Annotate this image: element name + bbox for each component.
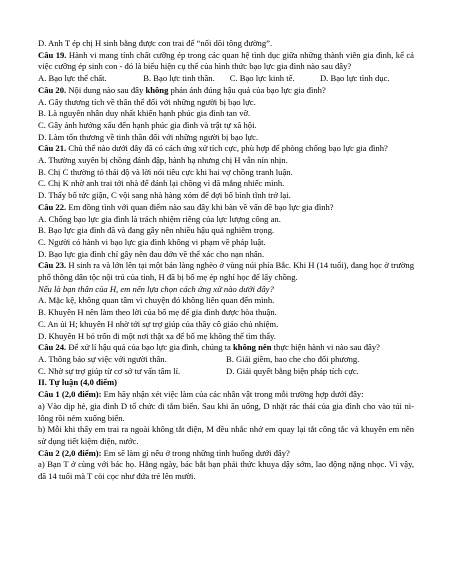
q23-option-c: C. An ủi H; khuyên H nhờ tới sự trợ giúp của thầy cô giáo chủ nhiệm. bbox=[38, 318, 279, 329]
question-22-text: Em đồng tình với quan điểm nào sau đây khi bàn về vấn đề bạo lực gia đình? bbox=[66, 201, 334, 212]
q19-option-b: B. Bạo lực tinh thần. bbox=[143, 73, 215, 84]
question-19-text: Hành vi mang tính chất cưỡng ép trong các quan hệ tình dục giữa những thành viên gia đình, kể cả việc cưỡng ép sinh con - đó là biểu hiện cụ thể của hình thức bạo lực gia đình nào sau đây? bbox=[38, 49, 414, 72]
q20-option-a: A. Gây thương tích về thân thể đối với những người bị bạo lực. bbox=[38, 96, 256, 107]
q21-option-c: C. Chị K nhờ anh trai tới nhà để đánh lại chồng vì đã mắng nhiếc mình. bbox=[38, 178, 285, 189]
question-24-text-pre: Để xử lí hậu quả của bạo lực gia đình, chúng ta bbox=[66, 342, 234, 353]
question-22-label: Câu 22. bbox=[38, 201, 67, 212]
essay-question-2-label: Câu 2 (2,0 điểm): bbox=[38, 447, 102, 458]
essay-question-2 bbox=[38, 448, 414, 460]
q24-option-c: C. Nhờ sự trợ giúp từ cơ sở tư vấn tâm lí. bbox=[38, 365, 181, 376]
question-20-emphasis: không bbox=[145, 84, 169, 95]
essay-question-2-case-a: a) Bạn T ở cùng với bác họ. Hằng ngày, bác bắt bạn phải thức khuya dậy sớm, lao động nặng nhọc. Vì vậy, đã 14 tuổi mà T còi cọc như đứa trẻ lên mười. bbox=[38, 459, 414, 482]
question-23 bbox=[38, 260, 414, 283]
q19-option-d: D. Bạo lực tình dục. bbox=[319, 73, 390, 84]
question-19-options bbox=[38, 73, 414, 85]
essay-question-1-text: Em hãy nhận xét việc làm của các nhân vật trong mỗi trường hợp dưới đây: bbox=[101, 389, 364, 400]
q22-option-b: B. Bạo lực gia đình đã và đang gây nên nhiều hậu quả nghiêm trọng. bbox=[38, 225, 275, 236]
question-21-text: Chủ thể nào dưới đây đã có cách ứng xử tích cực, phù hợp để phòng chống bạo lực gia đình? bbox=[66, 143, 388, 154]
question-21-label: Câu 21. bbox=[38, 143, 67, 154]
q22-option-d: D. Bạo lực gia đình chỉ gây nên đau đớn về thể xác cho nạn nhân. bbox=[38, 248, 265, 259]
q22-option-c: C. Người có hành vi bạo lực gia đình không vi phạm về pháp luật. bbox=[38, 236, 266, 247]
question-21 bbox=[38, 143, 414, 155]
q21-option-d: D. Thấy bố tức giận, C vội sang nhà hàng xóm để đợi bố bình tĩnh trở lại. bbox=[38, 190, 291, 201]
question-22 bbox=[38, 202, 414, 214]
question-24-emphasis: không nên bbox=[233, 342, 272, 353]
question-24-options-row-1 bbox=[38, 354, 414, 366]
question-20-text-post: phản ánh đúng hậu quả của bạo lực gia đình? bbox=[168, 84, 326, 95]
q20-option-c: C. Gây ảnh hưởng xấu đến hạnh phúc gia đình và trật tự xã hội. bbox=[38, 119, 257, 130]
q20-option-d: D. Làm tổn thương về tinh thần đối với những người bị bạo lực. bbox=[38, 131, 259, 142]
q23-option-a: A. Mặc kệ, không quan tâm vì chuyện đó không liên quan đến mình. bbox=[38, 295, 275, 306]
question-23-label: Câu 23. bbox=[38, 260, 67, 271]
q18-option-d: D. Anh T ép chị H sinh bằng được con trai để “nối dõi tông đường”. bbox=[38, 38, 273, 48]
q24-option-a: A. Thông báo sự việc với người thân. bbox=[38, 353, 167, 364]
question-20-text-pre: Nội dung nào sau đây bbox=[66, 84, 146, 95]
essay-question-1-label: Câu 1 (2,0 điểm): bbox=[38, 389, 102, 400]
q23-option-d: D. Khuyên H bỏ trốn đi một nơi thật xa để bố mẹ không thể tìm thấy. bbox=[38, 330, 276, 341]
question-23-text: H sinh ra và lớn lên tại một bản làng nghèo ở vùng núi phía Bắc. Khi H (14 tuổi), đang học ở trường phổ thông dân tộc nội trú của tỉnh, H đã bị bố mẹ ép nghỉ học để lấy chồng. bbox=[38, 260, 414, 283]
question-20 bbox=[38, 85, 414, 97]
question-19-label: Câu 19. bbox=[38, 49, 67, 60]
essay-question-1-case-a: a) Vào dịp hè, gia đình D tổ chức đi tắm biển. Sau khi ăn uống, D nhặt rác thải của gia đình cho vào túi ni-lông rồi ném xuống biển. bbox=[38, 400, 414, 423]
q24-option-b: B. Giải giềm, bao che cho đối phương. bbox=[226, 353, 360, 364]
q21-option-b: B. Chị C thường tỏ thái độ và lời nói tiêu cực khi hai vợ chồng tranh luận. bbox=[38, 166, 293, 177]
q23-option-b: B. Khuyên H nên làm theo lời của bố mẹ để gia đình được hòa thuận. bbox=[38, 307, 277, 318]
question-20-label: Câu 20. bbox=[38, 84, 67, 95]
section-heading-essay: II. Tự luận (4,0 điểm) bbox=[38, 377, 118, 388]
question-24-label: Câu 24. bbox=[38, 342, 67, 353]
essay-question-1 bbox=[38, 389, 414, 401]
question-24 bbox=[38, 342, 414, 354]
q21-option-a: A. Thường xuyên bị chồng đánh đập, hành hạ nhưng chị H vẫn nín nhịn. bbox=[38, 155, 288, 166]
q19-option-a: A. Bạo lực thể chất. bbox=[38, 73, 107, 84]
question-23-prompt: Nếu là bạn thân của H, em nên lựa chọn cách ứng xử nào dưới đây? bbox=[38, 283, 274, 294]
essay-question-2-text: Em sẽ làm gì nếu ở trong những tình huống dưới đây? bbox=[101, 447, 290, 458]
question-19 bbox=[38, 50, 414, 73]
question-24-text-post: thực hiện hành vi nào sau đây? bbox=[271, 342, 380, 353]
q22-option-a: A. Chống bạo lực gia đình là trách nhiệm riêng của lực lượng công an. bbox=[38, 213, 281, 224]
q19-option-c: C. Bạo lực kinh tế. bbox=[229, 73, 295, 84]
q20-option-b: B. Là nguyên nhân duy nhất khiến hạnh phúc gia đình tan vỡ. bbox=[38, 108, 251, 119]
essay-question-1-case-b: b) Mỗi khi thấy em trai ra ngoài không tắt điện, M đều nhắc nhở em quay lại tắt công tắc và khuyên em nên sử dụng tiết kiệm điện, nước. bbox=[38, 424, 414, 446]
question-24-options-row-2 bbox=[38, 366, 414, 378]
q24-option-d: D. Giải quyết bằng biện pháp tích cực. bbox=[226, 365, 359, 376]
